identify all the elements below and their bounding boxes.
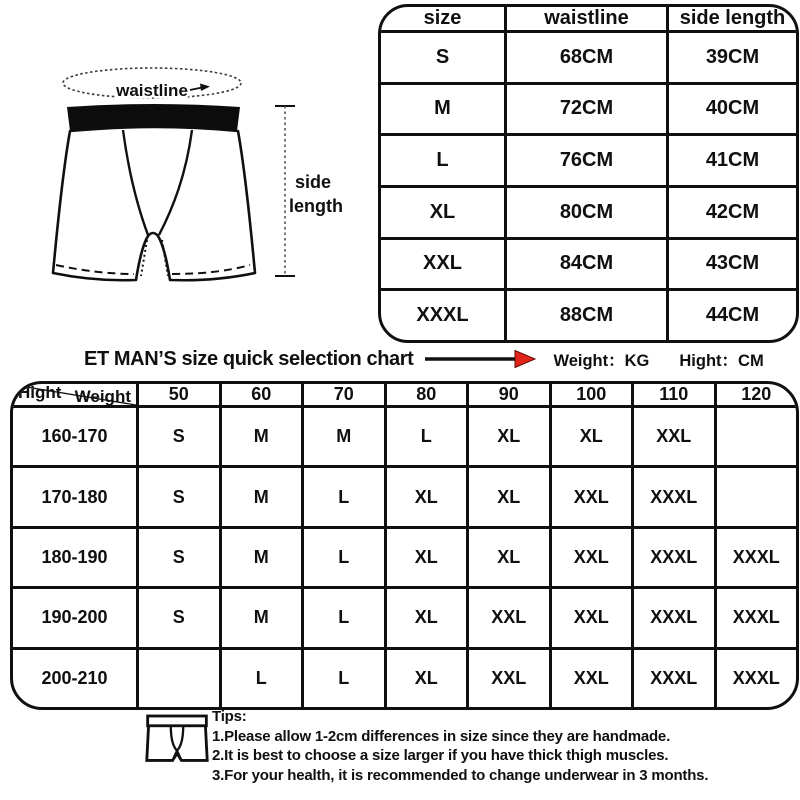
table-cell: S (138, 588, 221, 648)
table-row (380, 32, 798, 84)
table-cell: L (303, 648, 386, 708)
side-length-label-line2: length (289, 196, 343, 216)
table-cell: 40CM (668, 83, 798, 135)
table-cell: 41CM (668, 135, 798, 187)
tip-item: 1.Please allow 1-2cm differences in size since they are handmade. (212, 727, 671, 745)
weight-unit-label: Weight：KG (553, 352, 650, 370)
table-cell: XL (385, 588, 468, 648)
table-cell: XL (550, 407, 633, 467)
table-cell: XXXL (715, 527, 798, 587)
table-cell (715, 407, 798, 467)
table-row (12, 527, 798, 587)
table-cell: XXXL (715, 648, 798, 708)
table-cell: XXL (380, 238, 506, 290)
table-cell: L (303, 467, 386, 527)
table-row (380, 83, 798, 135)
boxer-body-outline (53, 127, 255, 280)
selection-chart-title: ET MAN’S size quick selection chart (84, 347, 414, 370)
table-cell: XL (385, 648, 468, 708)
table-cell: 72CM (506, 83, 668, 135)
table-row (12, 407, 798, 467)
table-cell: M (220, 527, 303, 587)
table-cell: 80CM (506, 186, 668, 238)
table-cell: 200-210 (12, 648, 138, 708)
table-cell: L (303, 527, 386, 587)
table-cell: S (380, 32, 506, 84)
table-row (12, 467, 798, 527)
table-cell: 160-170 (12, 407, 138, 467)
table-cell: 170-180 (12, 467, 138, 527)
table-cell: 76CM (506, 135, 668, 187)
waistband (67, 104, 240, 131)
table-cell: XXXL (633, 648, 716, 708)
tips-section (212, 707, 708, 785)
table-cell: L (220, 648, 303, 708)
size-table (378, 4, 799, 343)
table-cell: 43CM (668, 238, 798, 290)
table-cell: M (220, 467, 303, 527)
table-cell: XL (380, 186, 506, 238)
side-length-label-line1: side (294, 172, 332, 192)
weight-column-header: 110 (633, 383, 716, 407)
table-cell: XXXL (633, 588, 716, 648)
size-selection-table (10, 381, 799, 710)
waistline-label: waistline (116, 81, 188, 100)
weight-column-header: 120 (715, 383, 798, 407)
table-cell: S (138, 467, 221, 527)
table-cell: 88CM (506, 290, 668, 342)
table-cell (715, 467, 798, 527)
table-cell: L (385, 407, 468, 467)
weight-column-header: 80 (385, 383, 468, 407)
selection-table-header-row (12, 383, 798, 407)
tips-title: Tips: (212, 708, 247, 725)
table-cell: S (138, 527, 221, 587)
table-cell: 84CM (506, 238, 668, 290)
table-cell: M (220, 407, 303, 467)
table-row (380, 290, 798, 342)
table-row (380, 186, 798, 238)
tip-item: 2.It is best to choose a size larger if you have thick thigh muscles. (212, 747, 669, 764)
table-cell: M (220, 588, 303, 648)
table-cell: XXL (633, 407, 716, 467)
tip-item: 3.For your health, it is recommended to change underwear in 3 months. (212, 766, 709, 784)
size-table-header-waistline: waistline (506, 6, 668, 32)
selection-table-body (12, 407, 798, 709)
table-cell: XL (468, 467, 551, 527)
table-cell: 68CM (506, 32, 668, 84)
size-table-body (380, 32, 798, 342)
table-cell: 44CM (668, 290, 798, 342)
table-cell: XL (468, 407, 551, 467)
table-cell: XXL (550, 588, 633, 648)
table-cell: L (380, 135, 506, 187)
table-cell: M (380, 83, 506, 135)
table-cell: 39CM (668, 32, 798, 84)
boxer-shorts-icon (145, 711, 209, 769)
table-cell: XXXL (633, 527, 716, 587)
table-cell (138, 648, 221, 708)
size-table-header-size: size (380, 6, 506, 32)
table-cell: XXXL (633, 467, 716, 527)
waistline-pointer-line (190, 88, 202, 91)
table-cell: XXL (550, 527, 633, 587)
arrow-right-icon (423, 348, 537, 370)
table-row (380, 238, 798, 290)
table-row (12, 588, 798, 648)
size-selection-grid (10, 381, 799, 710)
table-cell: XL (385, 527, 468, 587)
table-row (380, 135, 798, 187)
table-cell: M (303, 407, 386, 467)
corner-hight-label: Hight (18, 383, 62, 402)
table-cell: XXL (468, 588, 551, 648)
weight-column-header: 60 (220, 383, 303, 407)
table-cell: XXL (550, 467, 633, 527)
waistline-pointer-arrow-icon (200, 84, 210, 92)
size-table-header-row (380, 6, 798, 32)
weight-column-header: 70 (303, 383, 386, 407)
table-cell: XXXL (715, 588, 798, 648)
table-cell: XL (385, 467, 468, 527)
size-table-header-side-length: side length (668, 6, 798, 32)
table-cell: L (303, 588, 386, 648)
hight-unit-label: Hight：CM (679, 352, 764, 370)
table-cell: 180-190 (12, 527, 138, 587)
table-cell: 42CM (668, 186, 798, 238)
table-cell: 190-200 (12, 588, 138, 648)
table-row (12, 648, 798, 708)
weight-column-header: 100 (550, 383, 633, 407)
corner-cell (12, 383, 138, 407)
weight-column-header: 50 (138, 383, 221, 407)
weight-column-header: 90 (468, 383, 551, 407)
corner-weight-label: Weight (74, 387, 131, 406)
size-table-grid (378, 4, 799, 343)
table-cell: S (138, 407, 221, 467)
table-cell: XXXL (380, 290, 506, 342)
table-cell: XXL (468, 648, 551, 708)
selection-chart-heading (0, 341, 800, 377)
boxer-shorts-diagram (22, 45, 358, 293)
table-cell: XL (468, 527, 551, 587)
table-cell: XXL (550, 648, 633, 708)
